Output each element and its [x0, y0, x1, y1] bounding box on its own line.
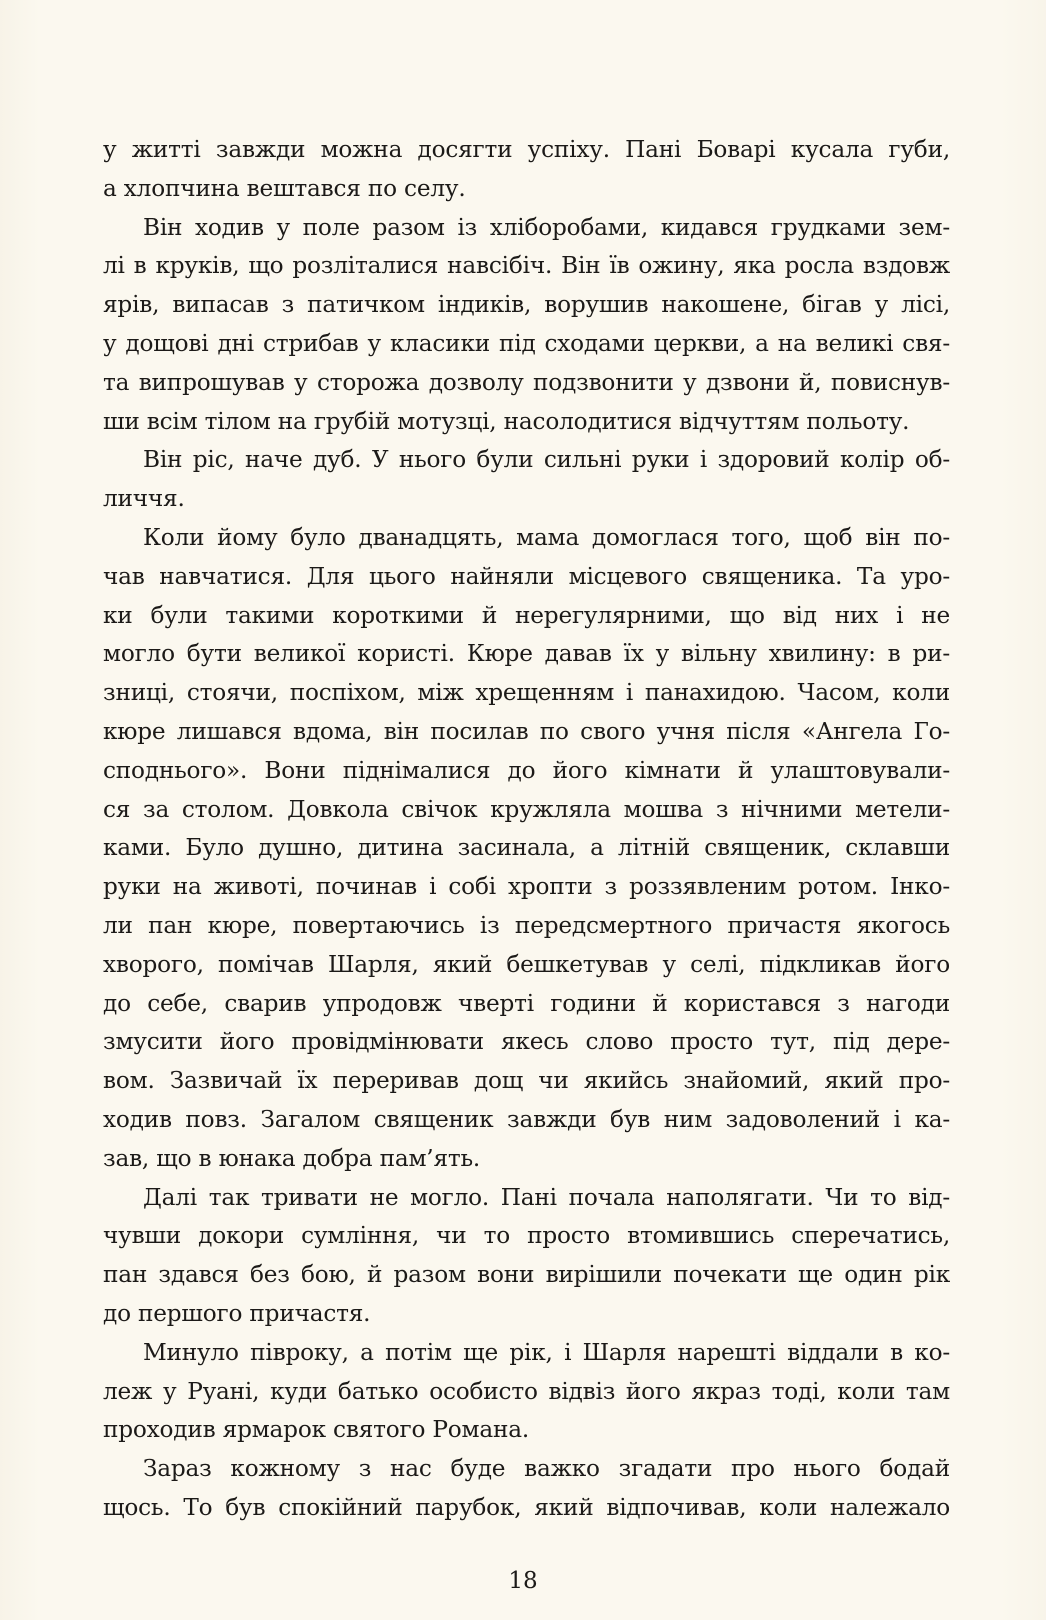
text-line: ходив повз. Загалом священик завжди був ним задоволений і ка-: [103, 1105, 950, 1133]
text-line: зниці, стоячи, поспіхом, між хрещенням і панахидою. Часом, коли: [103, 679, 950, 707]
page-number: 18: [508, 1568, 538, 1594]
text-line: щось. То був спокійний парубок, який відпочивав, коли належало: [103, 1493, 950, 1521]
text-line: проходив ярмарок святого Романа.: [103, 1416, 530, 1444]
text-line: чав навчатися. Для цього найняли місцевого священика. Та уро-: [103, 562, 950, 590]
text-line: леж у Руані, куди батько особисто відвіз його якраз тоді, коли там: [103, 1377, 950, 1405]
text-line: Далі так тривати не могло. Пані почала наполягати. Чи то від-: [143, 1183, 950, 1211]
paragraph: [103, 1334, 950, 1450]
text-line: ли пан кюре, повертаючись із передсмертного причастя якогось: [103, 911, 950, 939]
paragraph: [103, 1179, 950, 1334]
text-line: кюре лишався вдома, він посилав по свого учня після «Ангела Го-: [103, 717, 950, 745]
text-line: до першого причастя.: [103, 1299, 371, 1327]
text-line: споднього». Вони піднімалися до його кімнати й улаштовували-: [103, 756, 950, 784]
text-line: пан здався без бою, й разом вони вирішили почекати ще один рік: [103, 1261, 950, 1289]
text-line: чувши докори сумління, чи то просто втомившись сперечатись,: [103, 1222, 950, 1250]
text-line: до себе, сварив упродовж чверті години й користався з нагоди: [103, 989, 950, 1017]
body-text: [103, 131, 950, 1528]
text-line: Зараз кожному з нас буде важко згадати про нього бодай: [143, 1455, 950, 1483]
paragraph: [103, 131, 950, 209]
text-line: ся за столом. Довкола свічок кружляла мошва з нічними метели-: [103, 795, 950, 823]
text-line: могло бути великої користі. Кюре давав їх у вільну хвилину: в ри-: [103, 640, 950, 668]
paragraph: [103, 1450, 950, 1528]
text-line: ками. Було душно, дитина засинала, а літній священик, склавши: [103, 834, 950, 862]
text-line: ши всім тілом на грубій мотузці, насолодитися відчуттям польоту.: [103, 407, 910, 435]
text-line: ки були такими короткими й нерегулярними, що від них і не: [103, 601, 950, 629]
paragraph: [103, 209, 950, 442]
text-line: Він ходив у поле разом із хліборобами, кидався грудками зем-: [143, 213, 950, 241]
text-line: змусити його провідмінювати якесь слово просто тут, під дере-: [103, 1028, 950, 1056]
text-line: личчя.: [103, 485, 185, 513]
paragraph: [103, 519, 950, 1179]
text-line: руки на животі, починав і собі хропти з роззявленим ротом. Інко-: [103, 873, 950, 901]
text-line: хворого, помічав Шарля, який бешкетував у селі, підкликав його: [103, 950, 950, 978]
text-line: у дощові дні стрибав у класики під сходами церкви, а на великі свя-: [103, 329, 950, 357]
text-line: у житті завжди можна досягти успіху. Пані Боварі кусала губи,: [103, 136, 950, 163]
text-line: лі в круків, що розліталися навсібіч. Він їв ожину, яка росла вздовж: [103, 252, 950, 280]
text-line: а хлопчина вештався по селу.: [103, 174, 466, 202]
text-line: та випрошував у сторожа дозволу подзвонити у дзвони й, повиснув-: [103, 368, 950, 396]
text-line: Коли йому було дванадцять, мама домоглася того, щоб він по-: [143, 523, 950, 551]
text-line: вом. Зазвичай їх переривав дощ чи якийсь знайомий, який про-: [103, 1067, 950, 1095]
text-line: зав, що в юнака добра пам’ять.: [103, 1144, 481, 1172]
text-line: Він ріс, наче дуб. У нього були сильні руки і здоровий колір об-: [143, 446, 950, 474]
paragraph: [103, 441, 950, 519]
text-line: Минуло півроку, а потім ще рік, і Шарля нарешті віддали в ко-: [143, 1338, 950, 1366]
text-line: ярів, випасав з патичком індиків, ворушив накошене, бігав у лісі,: [103, 291, 950, 319]
